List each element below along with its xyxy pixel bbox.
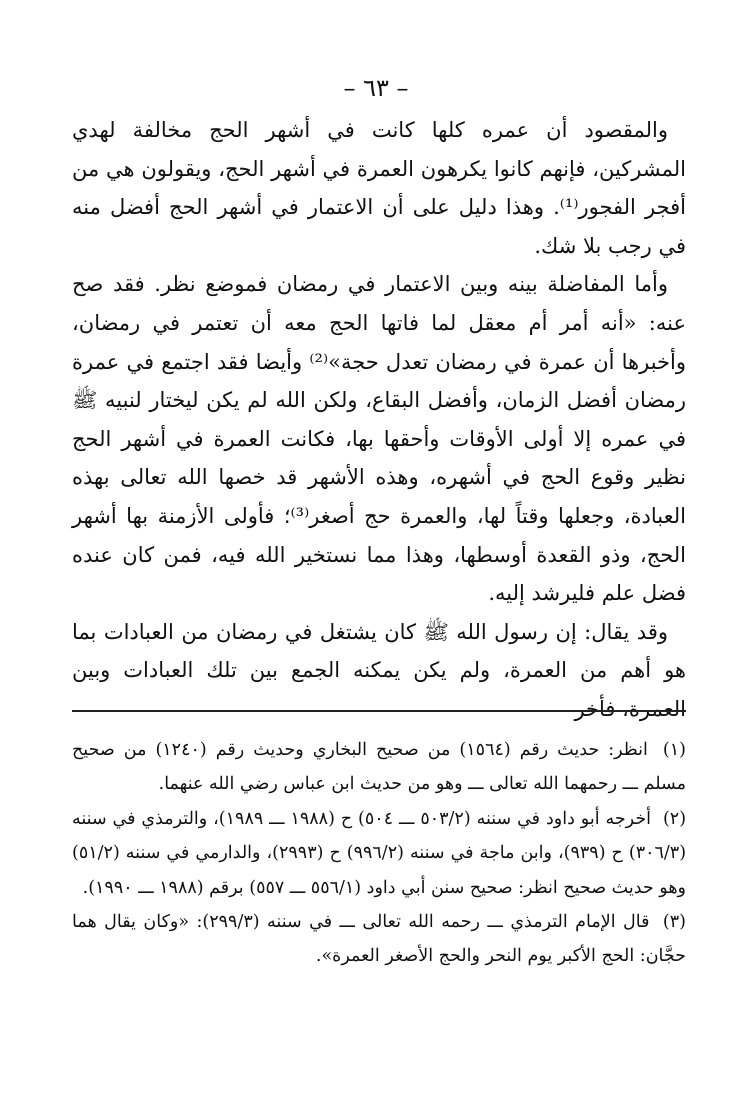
footnote: [72, 905, 686, 974]
footnote-number: (٢): [662, 808, 687, 829]
footnotes: [72, 733, 686, 974]
paragraph: وأما المفاضلة بينه وبين الاعتمار في رمضان فموضع نظر. فقد صح عنه: «أنه أمر أم معقل لما فاتها الحج معه أن تعتمر في رمضان، وأخبرها أن عمرة في رمضان تعدل حجة»⁽²⁾ وأيضا فقد اجتمع في عمرة رمضان أفضل الزمان، وأفضل البقاع، ولكن الله لم يكن ليختار لنبيه ﷺ في عمره إلا أولى الأوقات وأحقها بها، فكانت العمرة في أشهر الحج نظير وقوع الحج في أشهره، وهذه الأشهر قد خصها الله تعالى بهذه العبادة، وجعلها وقتاً لها، والعمرة حج أصغر⁽³⁾؛ فأولى الأزمنة بها أشهر الحج، وذو القعدة أوسطها، وهذا مما نستخير الله فيه، فمن كان عنده فضل علم فليرشد إليه.: [72, 272, 686, 606]
footnote-text: أخرجه أبو داود في سننه (٥٠٣/٢ ـــ ٥٠٤) ح (١٩٨٨ ـــ ١٩٨٩)، والترمذي في سننه (٣٠٦/٣) ح (٩٣٩)، وابن ماجة في سننه (٩٩٦/٢) ح (٢٩٩٣)، والدارمي في سننه (٥١/٢) وهو حديث صحيح انظر: صحيح سنن أبي داود (٥٥٦/١ ـــ ٥٥٧) برقم (١٩٨٨ ـــ ١٩٩٠).: [72, 808, 687, 898]
main-text: [72, 111, 686, 729]
footnote-text: قال الإمام الترمذي ـــ رحمه الله تعالى ـــ في سننه (٢٩٩/٣): «وكان يقال هما حجَّان: الحج الأكبر يوم النحر والحج الأصغر العمرة».: [72, 912, 686, 967]
page-number: – ٦٣ –: [343, 74, 409, 102]
footnote: [72, 802, 686, 905]
footnote-text: انظر: حديث رقم (١٥٦٤) من صحيح البخاري وحديث رقم (١٢٤٠) من صحيح مسلم ـــ رحمهما الله تعالى ـــ وهو من حديث ابن عباس رضي الله عنهما.: [72, 740, 686, 795]
paragraph: وقد يقال: إن رسول الله ﷺ كان يشتغل في رمضان من العبادات بما هو أهم من العمرة، ولم يكن يمكنه الجمع بين تلك العبادات وبين العمرة، فأخر: [72, 619, 686, 721]
footnote-separator: [72, 710, 686, 713]
footnote-number: (٣): [662, 912, 686, 933]
footnote-number: (١): [662, 740, 686, 760]
paragraph: والمقصود أن عمره كلها كانت في أشهر الحج مخالفة لهدي المشركين، فإنهم كانوا يكرهون العمرة في أشهر الحج، ويقولون هي من أفجر الفجور⁽¹⁾. وهذا دليل على أن الاعتمار في أشهر الحج أفضل منه في رجب بلا شك.: [72, 118, 687, 258]
footnote: [72, 733, 686, 802]
